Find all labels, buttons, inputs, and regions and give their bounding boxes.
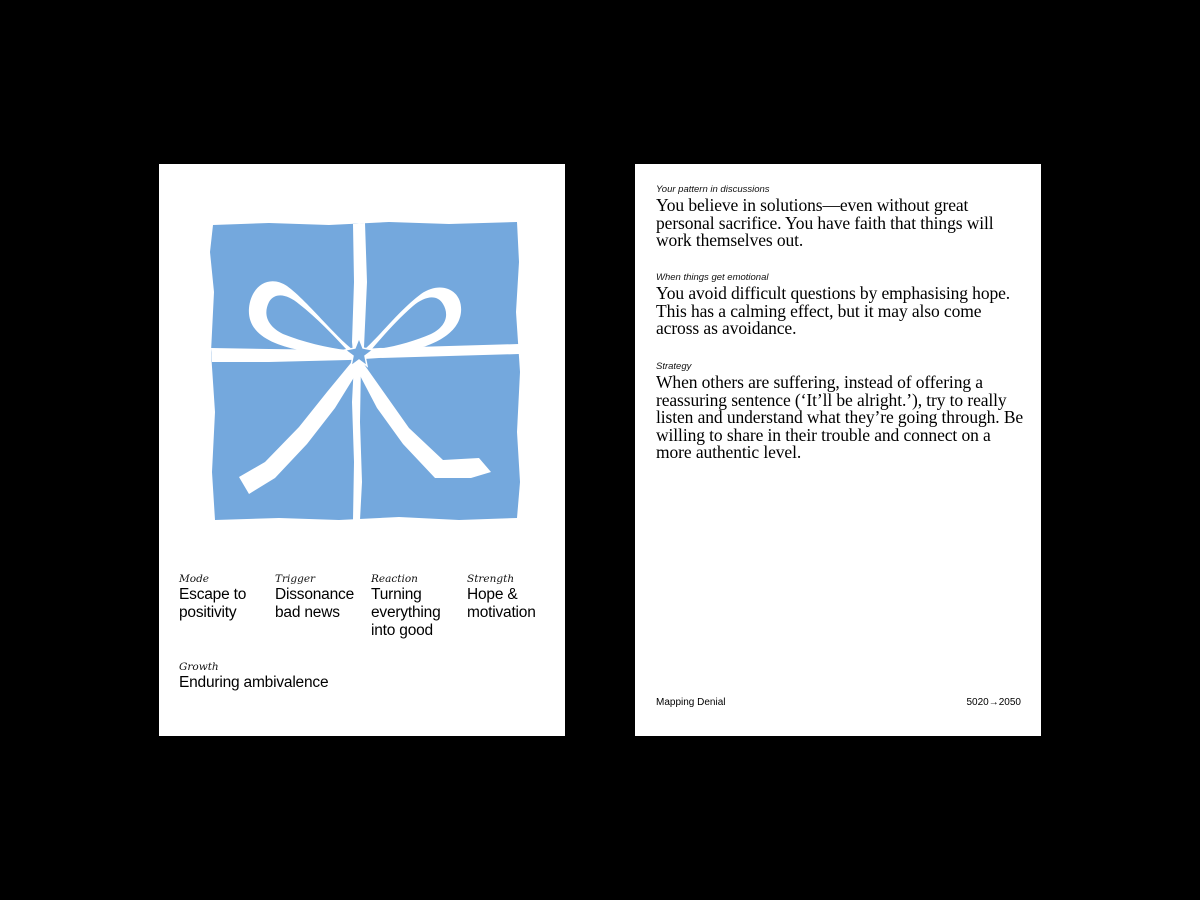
card-back xyxy=(635,164,1041,736)
attribute-strength xyxy=(467,572,563,640)
section-label: Strategy xyxy=(656,361,692,372)
section-body: You believe in solutions—even without great personal sacrifice. You have faith that things will work themselves out. xyxy=(656,195,994,250)
attribute-trigger xyxy=(275,572,371,640)
attribute-reaction xyxy=(371,572,467,640)
card-front xyxy=(159,164,565,736)
attribute-label: Strength xyxy=(467,573,515,585)
attribute-growth xyxy=(179,660,539,692)
growth-label: Growth xyxy=(179,661,219,673)
attribute-mode xyxy=(179,572,275,640)
growth-value: Enduring ambivalence xyxy=(179,674,329,691)
gift-box-with-bow-icon xyxy=(209,222,521,520)
attribute-label: Trigger xyxy=(275,573,316,585)
attribute-grid xyxy=(179,572,563,640)
attribute-label: Mode xyxy=(179,573,210,585)
section-body: When others are suffering, instead of offering a reassuring sentence (‘It’ll be alright.’), try to really listen and understand what they’re going through. Be willing to share in their trouble and connect on a more authentic level. xyxy=(656,372,1024,462)
section-label: Your pattern in discussions xyxy=(656,184,770,195)
section-discussion-pattern xyxy=(656,184,1028,250)
attribute-label: Reaction xyxy=(371,573,418,585)
card-footer xyxy=(656,697,1021,709)
attribute-value: Escape to positivity xyxy=(179,586,247,621)
footer-range: 5020→2050 xyxy=(966,697,1021,708)
section-label: When things get emotional xyxy=(656,272,769,283)
attribute-value: Hope & motivation xyxy=(467,586,536,621)
section-emotional xyxy=(656,272,1028,338)
section-strategy xyxy=(656,361,1028,462)
footer-title: Mapping Denial xyxy=(656,697,726,708)
attribute-value: Turning everything into good xyxy=(371,586,441,639)
section-body: You avoid difficult questions by emphasising hope. This has a calming effect, but it may also come across as avoidance. xyxy=(656,283,1011,338)
attribute-value: Dissonance bad news xyxy=(275,586,354,621)
